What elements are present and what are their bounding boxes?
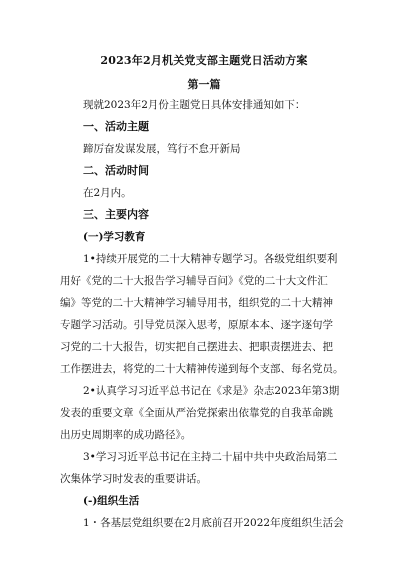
- section-heading-time: 二、活动时间: [83, 164, 149, 177]
- section-text-theme: 蹄厉奋发谋发展，笃行不怠开新局: [83, 143, 241, 155]
- paragraph-line: 2•认真学习习近平总书记在《求是》杂志2023年第3期: [83, 385, 340, 397]
- section-heading-content: 三、主要内容: [83, 208, 149, 221]
- paragraph-line: 3•学习习近平总书记在主持二十届中共中央政治局第二: [83, 451, 338, 463]
- intro-paragraph: 现就2023年2月份主题党日具体安排通知如下：: [83, 99, 306, 111]
- subsection-heading-study: (一)学习教育: [83, 231, 146, 243]
- section-text-time: 在2月内。: [83, 187, 132, 199]
- paragraph-line: 用好《党的二十大报告学习辅导百问》《党的二十大文件汇: [60, 275, 328, 287]
- paragraph-line: 工作摆进去，将党的二十大精神传递到每个支部、每名党员。: [60, 363, 344, 375]
- paragraph-line: 出历史周期率的成功路径》。: [60, 429, 192, 441]
- paragraph-line: 专题学习活动。引导党员深入思考，原原本本、逐字逐句学: [60, 319, 333, 331]
- paragraph-line: 习党的二十大报告，切实把自己摆进去、把职责摆进去、把: [60, 341, 333, 353]
- subsection-heading-organization: (-)组织生活: [83, 495, 140, 507]
- section-heading-theme: 一、活动主题: [83, 120, 149, 133]
- document-subtitle: 第一篇: [187, 78, 221, 91]
- paragraph-line: 次集体学习时发表的重要讲话。: [60, 473, 207, 485]
- paragraph-line: 1•持续开展党的二十大精神专题学习。各级党组织要利: [83, 253, 338, 265]
- paragraph-line: 编》等党的二十大精神学习辅导用书，组织党的二十大精神: [60, 297, 333, 309]
- paragraph-line: 发表的重要文章《全面从严治党探索出依靠党的自我革命跳: [60, 407, 333, 419]
- paragraph-line: 1・各基层党组织要在2月底前召开2022年度组织生活会: [83, 517, 344, 529]
- document-title: 2023年2月机关党支部主题党日活动方案: [100, 54, 308, 67]
